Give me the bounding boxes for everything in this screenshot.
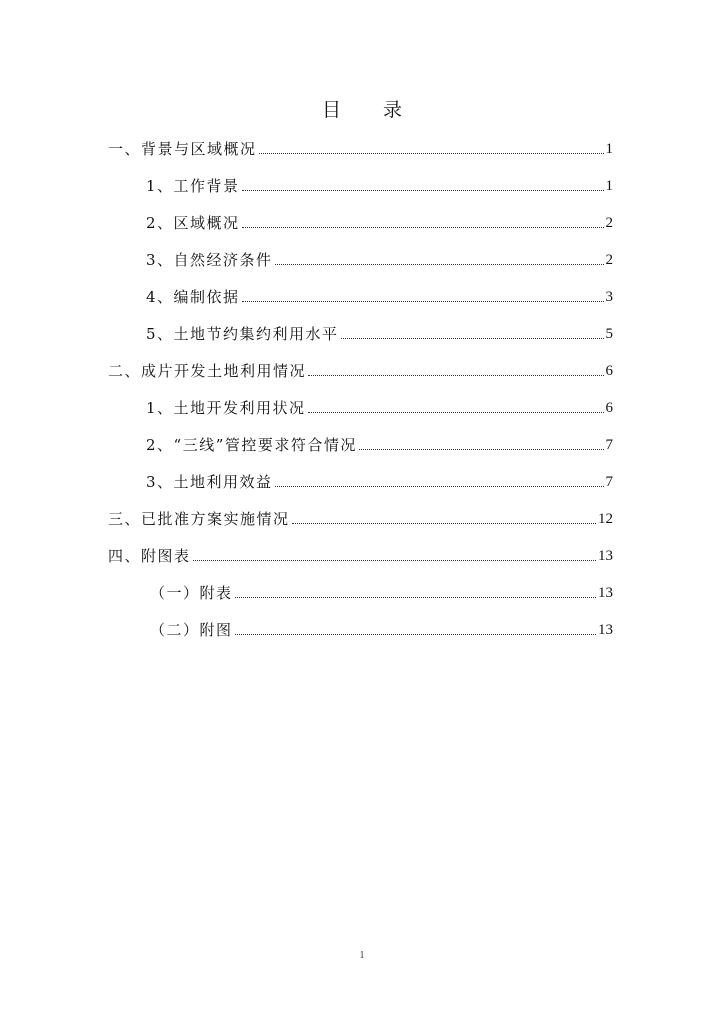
toc-entry[interactable] [108, 135, 613, 159]
toc-entry-label: 2、“三线”管控要求符合情况 [146, 436, 357, 454]
toc-entry-page: 3 [605, 289, 613, 305]
toc-dot-leader [359, 449, 604, 450]
toc-dot-leader [292, 523, 596, 524]
toc-entry-page: 2 [605, 252, 613, 268]
toc-entry-page: 13 [598, 548, 613, 564]
toc-entry-label: （一）附表 [150, 584, 233, 602]
toc-entry-label: 1、土地开发利用状况 [146, 399, 306, 417]
toc-entry[interactable] [146, 394, 613, 418]
toc-entry[interactable] [146, 283, 613, 307]
toc-entry-page: 2 [605, 215, 613, 231]
toc-dot-leader [308, 375, 603, 376]
toc-entry-page: 13 [598, 585, 613, 601]
toc-entry-page: 7 [605, 474, 613, 490]
toc-entry[interactable] [150, 579, 613, 603]
toc-entry-label: 4、编制依据 [146, 288, 240, 306]
toc-entry-page: 6 [605, 363, 613, 379]
toc-entry-label: 3、土地利用效益 [146, 473, 273, 491]
toc-entry[interactable] [146, 172, 613, 196]
toc-entry-label: （二）附图 [150, 621, 233, 639]
toc-entry-label: 三、已批准方案实施情况 [108, 510, 290, 528]
toc-dot-leader [242, 227, 604, 228]
toc-dot-leader [235, 634, 596, 635]
toc-entry-page: 13 [598, 622, 613, 638]
toc-dot-leader [242, 190, 604, 191]
toc-entry-page: 1 [605, 178, 613, 194]
toc-dot-leader [193, 560, 596, 561]
toc-dot-leader [275, 264, 604, 265]
toc-entry-page: 7 [605, 437, 613, 453]
toc-entry[interactable] [146, 320, 613, 344]
toc-entry[interactable] [108, 542, 613, 566]
toc-entry[interactable] [108, 357, 613, 381]
toc-dot-leader [235, 597, 596, 598]
toc-dot-leader [242, 301, 604, 302]
toc-entry[interactable] [150, 616, 613, 640]
toc-dot-leader [341, 338, 604, 339]
toc-dot-leader [259, 153, 604, 154]
toc-dot-leader [308, 412, 604, 413]
toc-dot-leader [275, 486, 604, 487]
toc-entry-label: 四、附图表 [108, 547, 191, 565]
toc-entry[interactable] [146, 431, 613, 455]
toc-entry[interactable] [146, 468, 613, 492]
toc-entry-page: 1 [605, 141, 613, 157]
toc-entry[interactable] [146, 209, 613, 233]
toc-title: 目 录 [321, 99, 421, 121]
toc-entry-label: 2、区域概况 [146, 214, 240, 232]
toc-entry-page: 5 [605, 326, 613, 342]
toc-entry-label: 3、自然经济条件 [146, 251, 273, 269]
toc-entry-label: 1、工作背景 [146, 177, 240, 195]
toc-entry-page: 6 [605, 400, 613, 416]
toc-entry-label: 一、背景与区域概况 [108, 140, 257, 158]
toc-entry-page: 12 [598, 511, 613, 527]
page-number: 1 [359, 950, 365, 961]
toc-entry[interactable] [108, 505, 613, 529]
toc-entry-label: 二、成片开发土地利用情况 [108, 362, 307, 380]
toc-entry-label: 5、土地节约集约利用水平 [146, 325, 339, 343]
toc-entry[interactable] [146, 246, 613, 270]
